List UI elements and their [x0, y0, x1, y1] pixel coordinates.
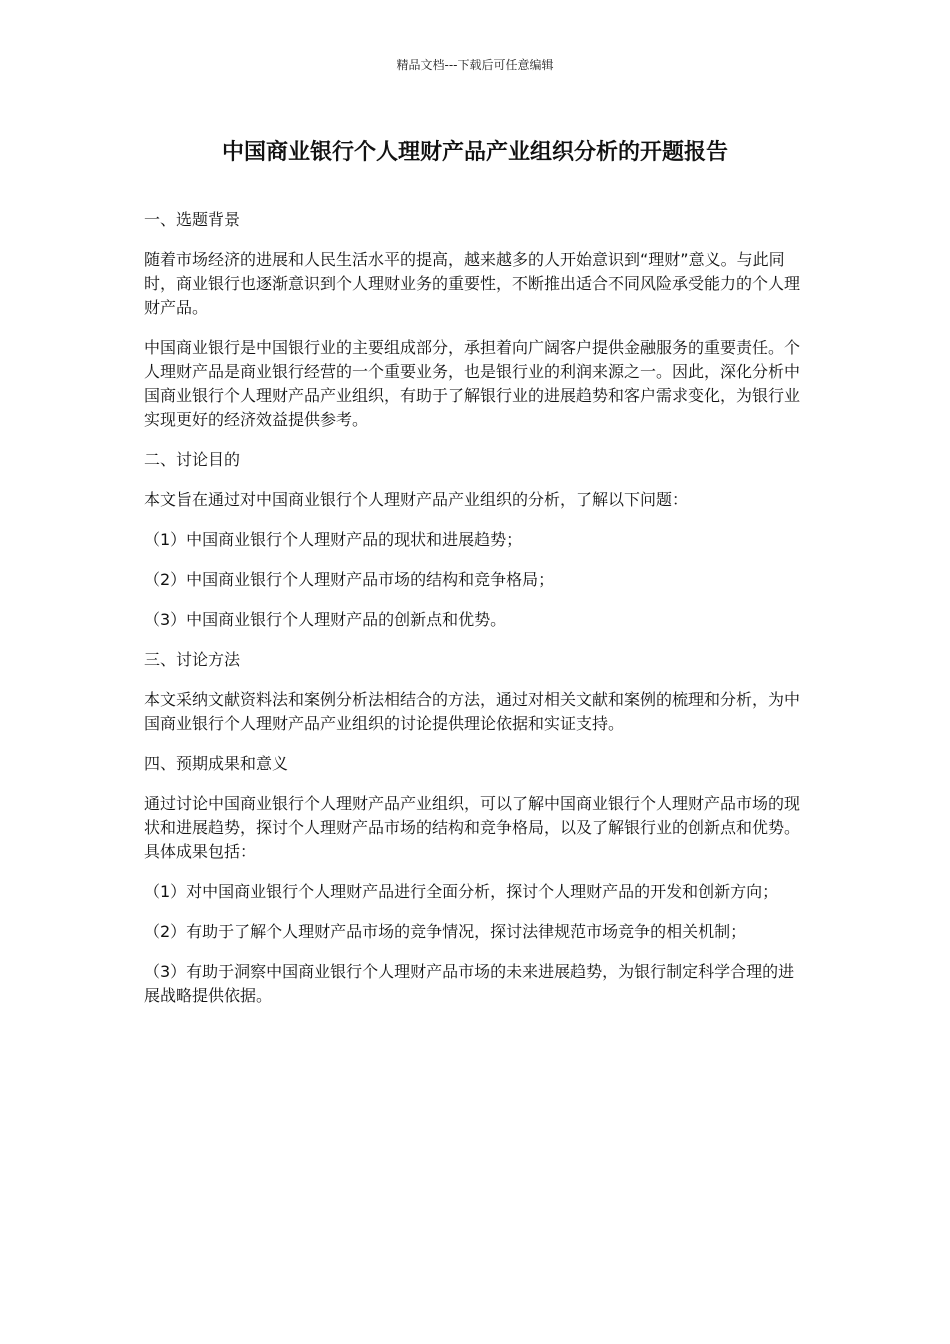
page-header: 精品文档---下载后可任意编辑 [396, 58, 554, 72]
section-purpose [144, 448, 806, 632]
section-heading: 四、预期成果和意义 [144, 754, 289, 773]
list-item: （2）有助于了解个人理财产品市场的竞争情况，探讨法律规范市场竞争的相关机制； [144, 922, 747, 941]
section-background [144, 208, 806, 432]
document-title: 中国商业银行个人理财产品产业组织分析的开题报告 [221, 140, 728, 165]
paragraph: 中国商业银行是中国银行业的主要组成部分，承担着向广阔客户提供金融服务的重要责任。个人理财产品是商业银行经营的一个重要业务，也是银行业的利润来源之一。因此，深化分析中国商业银行个人理财产品产业组织，有助于了解银行业的进展趋势和客户需求变化，为银行业实现更好的经济效益提供参考。 [144, 338, 801, 429]
section-heading: 一、选题背景 [144, 210, 241, 229]
document-body [144, 208, 806, 1024]
section-heading: 三、讨论方法 [144, 650, 241, 669]
paragraph: 本文采纳文献资料法和案例分析法相结合的方法，通过对相关文献和案例的梳理和分析，为中国商业银行个人理财产品产业组织的讨论提供理论依据和实证支持。 [144, 690, 801, 733]
list-item: （1）对中国商业银行个人理财产品进行全面分析，探讨个人理财产品的开发和创新方向； [144, 882, 779, 901]
list-item: （2）中国商业银行个人理财产品市场的结构和竞争格局； [144, 570, 555, 589]
paragraph: 通过讨论中国商业银行个人理财产品产业组织，可以了解中国商业银行个人理财产品市场的现状和进展趋势，探讨个人理财产品市场的结构和竞争格局，以及了解银行业的创新点和优势。具体成果包括： [144, 794, 801, 861]
section-heading: 二、讨论目的 [144, 450, 241, 469]
paragraph: 本文旨在通过对中国商业银行个人理财产品产业组织的分析，了解以下问题： [144, 490, 689, 509]
section-expected-results [144, 752, 806, 1008]
list-item: （3）中国商业银行个人理财产品的创新点和优势。 [144, 610, 507, 629]
list-item: （1）中国商业银行个人理财产品的现状和进展趋势； [144, 530, 523, 549]
paragraph: 随着市场经济的进展和人民生活水平的提高，越来越多的人开始意识到“理财”意义。与此同时，商业银行也逐渐意识到个人理财业务的重要性，不断推出适合不同风险承受能力的个人理财产品。 [144, 250, 801, 317]
list-item: （3）有助于洞察中国商业银行个人理财产品市场的未来进展趋势，为银行制定科学合理的进展战略提供依据。 [144, 962, 795, 1005]
section-method [144, 648, 806, 736]
